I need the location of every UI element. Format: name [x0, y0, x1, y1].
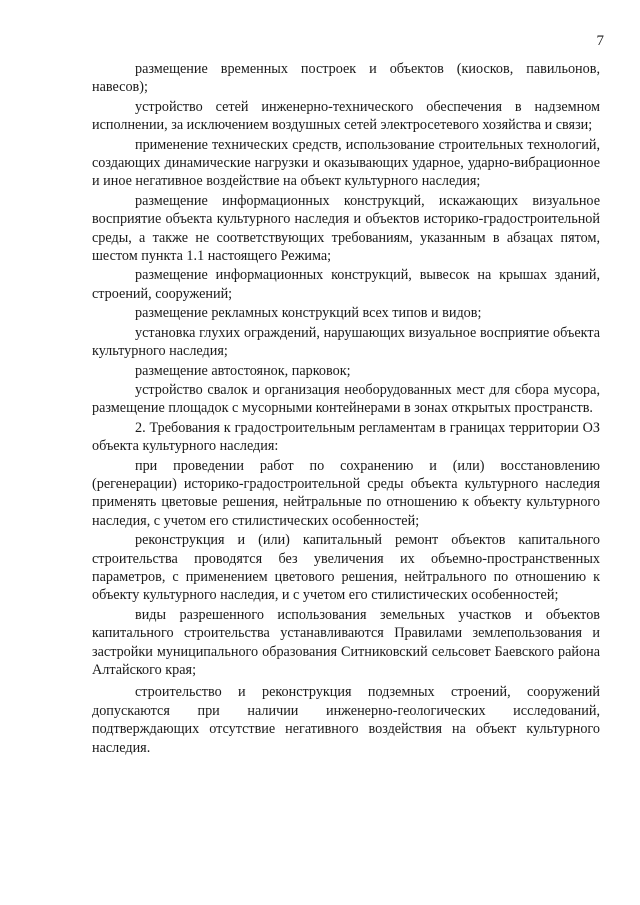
paragraph-information-structures: размещение информационных конструкций, искажающих визуальное восприятие объекта культурного наследия и объектов историко-градостроительной среды, а также не соответствующих требованиям, указанным в абзацах пятом, шестом пункта 1.1 настоящего Режима;: [92, 192, 600, 265]
paragraph-section-2-heading: 2. Требования к градостроительным регламентам в границах территории ОЗ объекта культурного наследия:: [92, 419, 600, 455]
paragraph-roof-signs: размещение информационных конструкций, вывесок на крышах зданий, строений, сооружений;: [92, 267, 600, 302]
paragraph-dumps: устройство свалок и организация необорудованных мест для сбора мусора, размещение площадок с мусорными контейнерами в зонах открытых пространств.: [92, 381, 600, 417]
paragraph-advertising-structures: размещение рекламных конструкций всех типов и видов;: [135, 305, 482, 322]
document-body: [92, 60, 600, 758]
paragraph-reconstruction: реконструкция и (или) капитальный ремонт объектов капитального строительства проводятся без увеличения их объемно-пространственных параметров, с применением цветового решения, нейтрального по отношению к объекту культурного наследия, и с учетом его стилистических особенностей;: [92, 532, 600, 604]
paragraph-parking: размещение автостоянок, парковок;: [135, 362, 351, 379]
paragraph-technical-means: применение технических средств, использование строительных технологий, создающих динамические нагрузки и оказывающих ударное, ударно-вибрационное и иное негативное воздействие на объект культурного наследия;: [92, 136, 600, 190]
paragraph-engineering-networks: устройство сетей инженерно-технического обеспечения в надземном исполнении, за исключением воздушных сетей электросетевого хозяйства и связи;: [92, 98, 600, 134]
page-number: 7: [596, 33, 604, 49]
paragraph-blind-fences: установка глухих ограждений, нарушающих визуальное восприятие объекта культурного наследия;: [92, 324, 600, 360]
paragraph-underground-construction: строительство и реконструкция подземных строений, сооружений допускаются при наличии инженерно-геологических исследований, подтверждающих отсутствие негативного воздействия на объект культурного наследия.: [92, 684, 600, 756]
paragraph-temporary-buildings: размещение временных построек и объектов (киосков, павильонов, навесов);: [92, 61, 600, 96]
paragraph-color-solutions: при проведении работ по сохранению и (или) восстановлению (регенерации) историко-градостроительной среды объекта культурного наследия применять цветовые решения, нейтральные по отношению к объекту культурного наследия, с учетом его стилистических особенностей;: [92, 457, 600, 529]
paragraph-land-use: виды разрешенного использования земельных участков и объектов капитального строительства устанавливаются Правилами землепользования и застройки муниципального образования Ситниковский сельсовет Баевского района Алтайского края;: [92, 606, 600, 678]
